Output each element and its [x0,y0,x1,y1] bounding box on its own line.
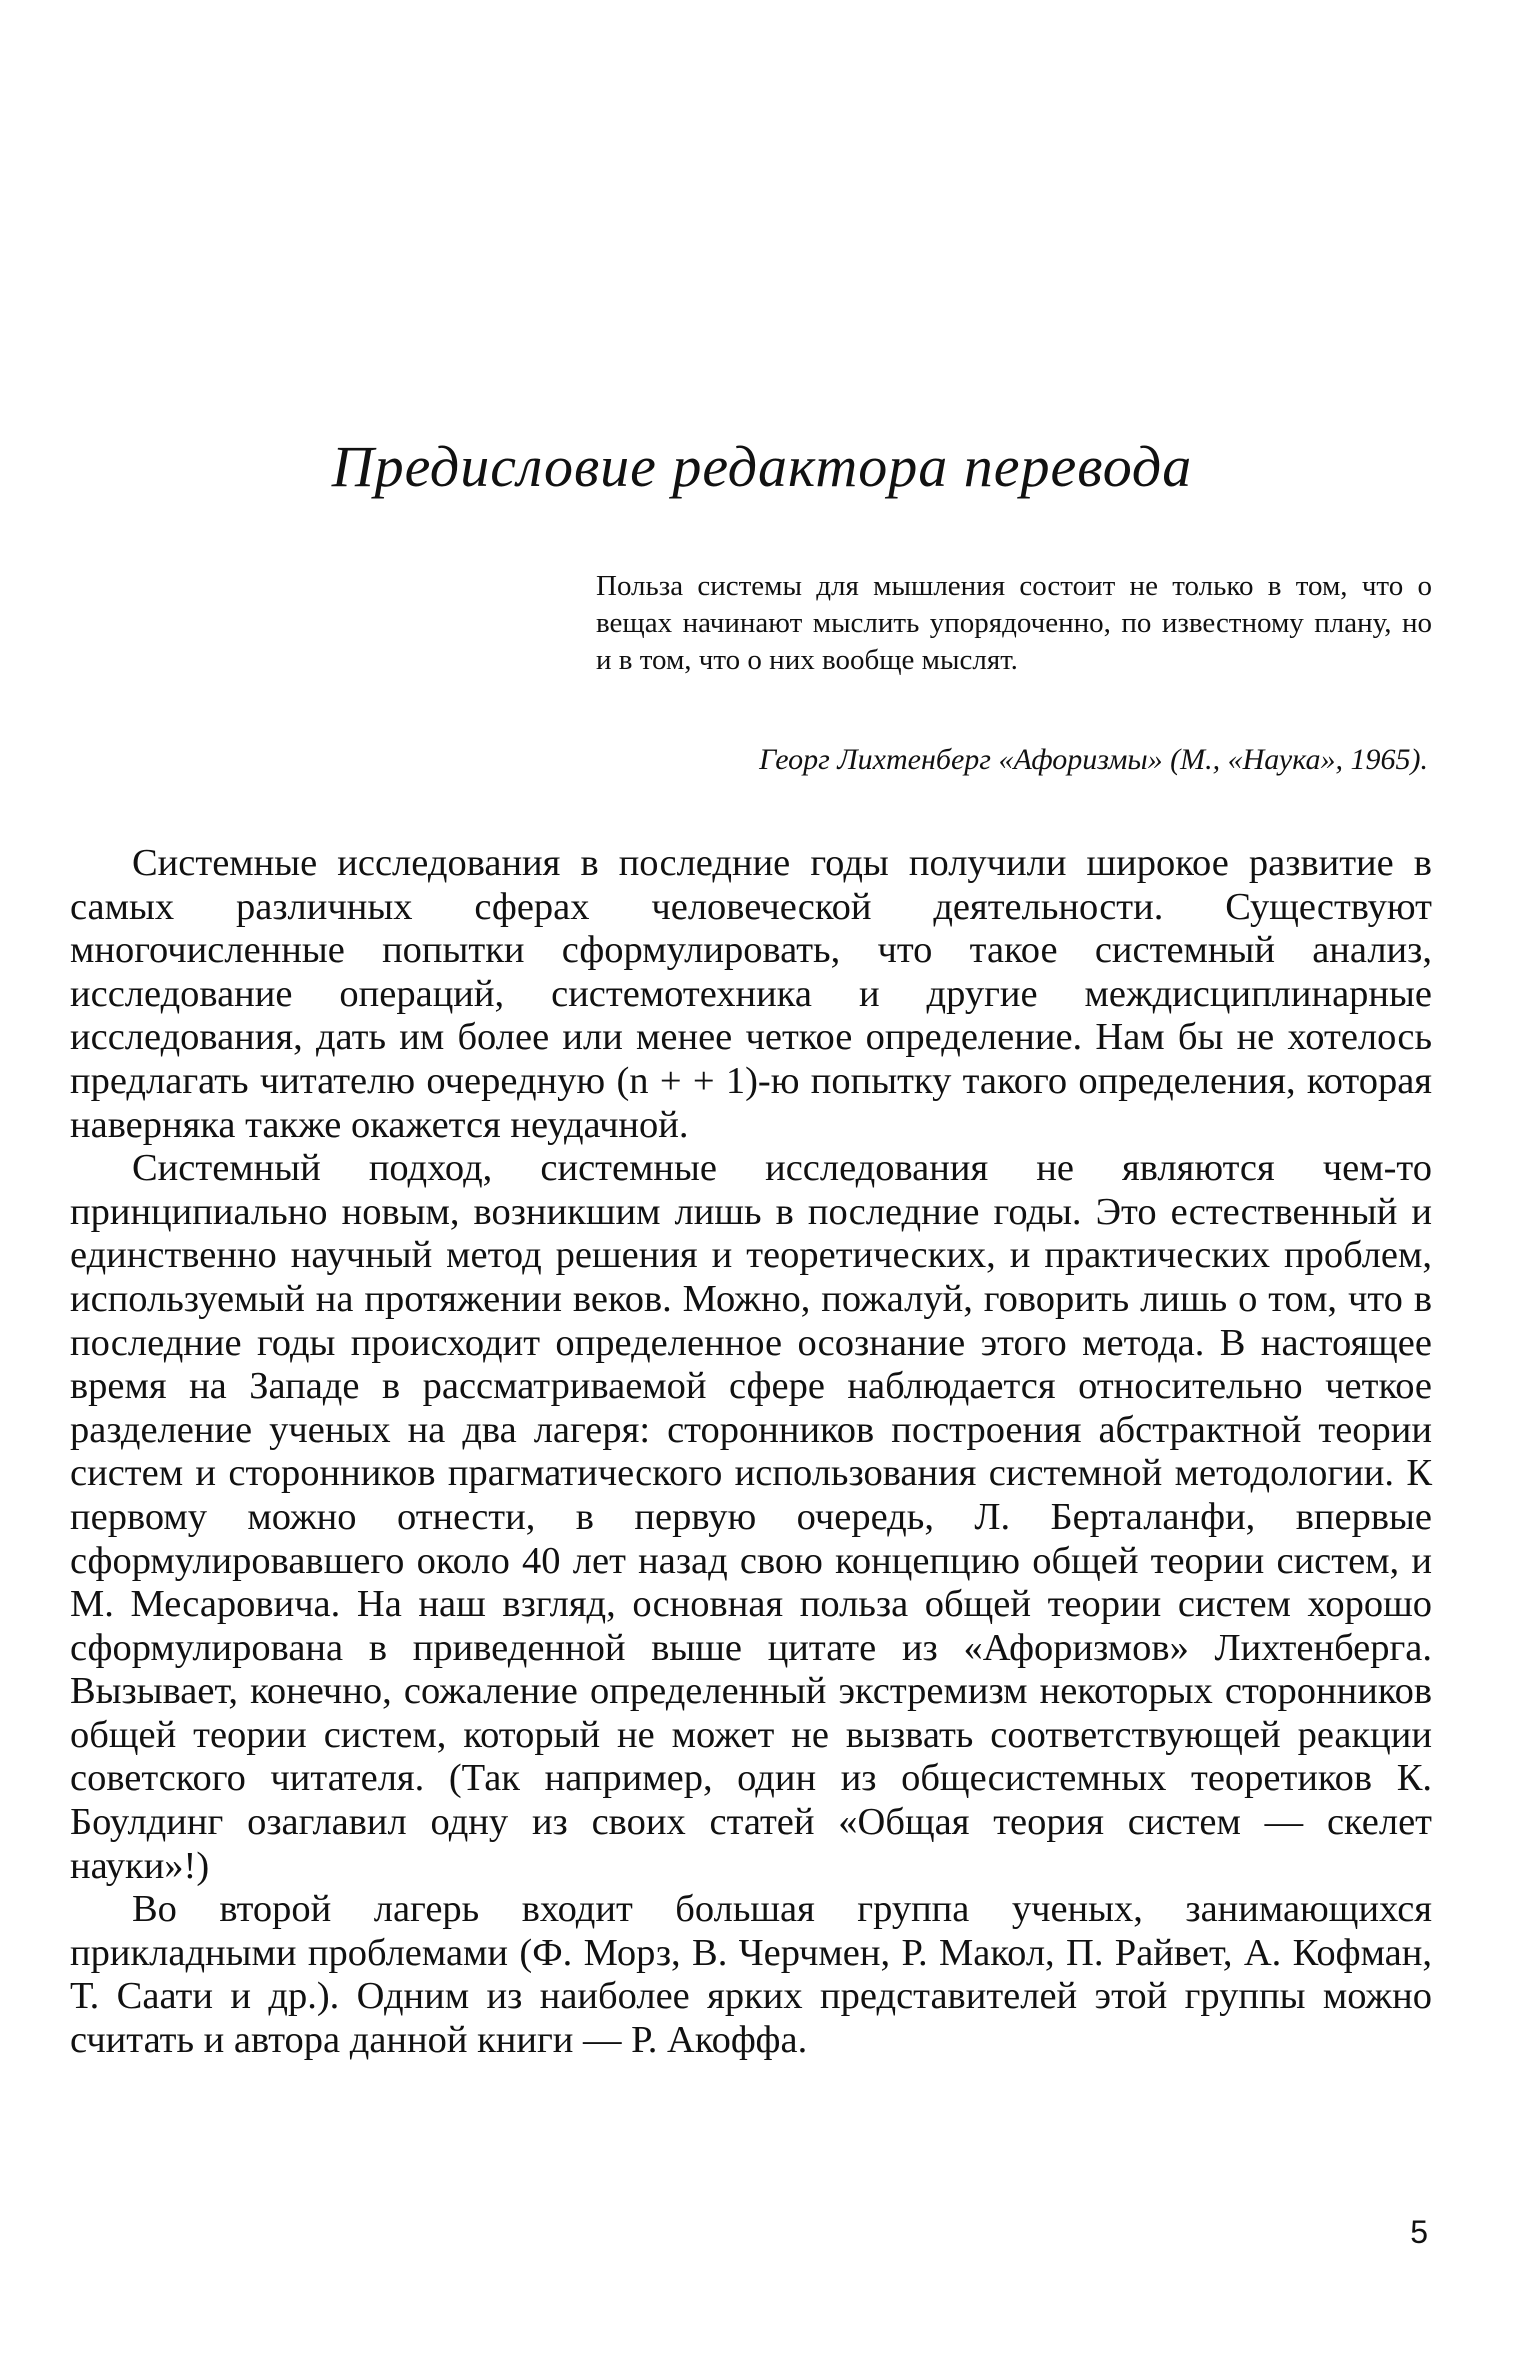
paragraph: Системный подход, системные исследования не являются чем-то принципиально новым, возникшим лишь в последние годы. Это естественный и единственно научный метод решения и теоретических, и практических проблем, используемый на протяжении веков. Можно, пожалуй, говорить лишь о том, что в последние годы происходит определенное осознание этого метода. В настоящее время на Западе в рассматриваемой сфере наблюдается относительно четкое разделение ученых на два лагеря: сторонников построения абстрактной теории систем и сторонников прагматического использования системной методологии. К первому можно отнести, в первую очередь, Л. Берталанфи, впервые сформулировавшего около 40 лет назад свою концепцию общей теории систем, и М. Месаровича. На наш взгляд, основная польза общей теории систем хорошо сформулирована в приведенной выше цитате из «Афоризмов» Лихтенберга. Вызывает, конечно, сожаление определенный экстремизм некоторых сторонников общей теории систем, который не может не вызвать соответствующей реакции советского читателя. (Так например, один из общесистемных теоретиков К. Боулдинг озаглавил одну из своих статей «Общая теория систем — скелет науки»!) [70,1147,1432,1887]
paragraph: Системные исследования в последние годы получили широкое развитие в самых различных сферах человеческой деятельности. Существуют многочисленные попытки сформулировать, что такое системный анализ, исследование операций, системотехника и другие междисциплинарные исследования, дать им более или менее четкое определение. Нам бы не хотелось предлагать читателю очередную (n + + 1)-ю попытку такого определения, которая наверняка также окажется неудачной. [70,842,1432,1146]
body-text [70,842,1432,2063]
epigraph-attribution: Георг Лихтенберг «Афоризмы» (М., «Наука», 1965). [759,743,1428,776]
paragraph: Во второй лагерь входит большая группа ученых, занимающихся прикладными проблемами (Ф. Морз, В. Черчмен, Р. Макол, П. Райвет, А. Кофман, Т. Саати и др.). Одним из наиболее ярких представителей этой группы можно считать и автора данной книги — Р. Акоффа. [70,1888,1432,2062]
page-number: 5 [1410,2214,1428,2250]
page-title: Предисловие редактора перевода [331,434,1193,499]
epigraph-quote: Польза системы для мышления состоит не только в том, что о вещах начинают мыслить упорядоченно, по известному плану, но и в том, что о них вообще мыслят. [596,570,1432,676]
